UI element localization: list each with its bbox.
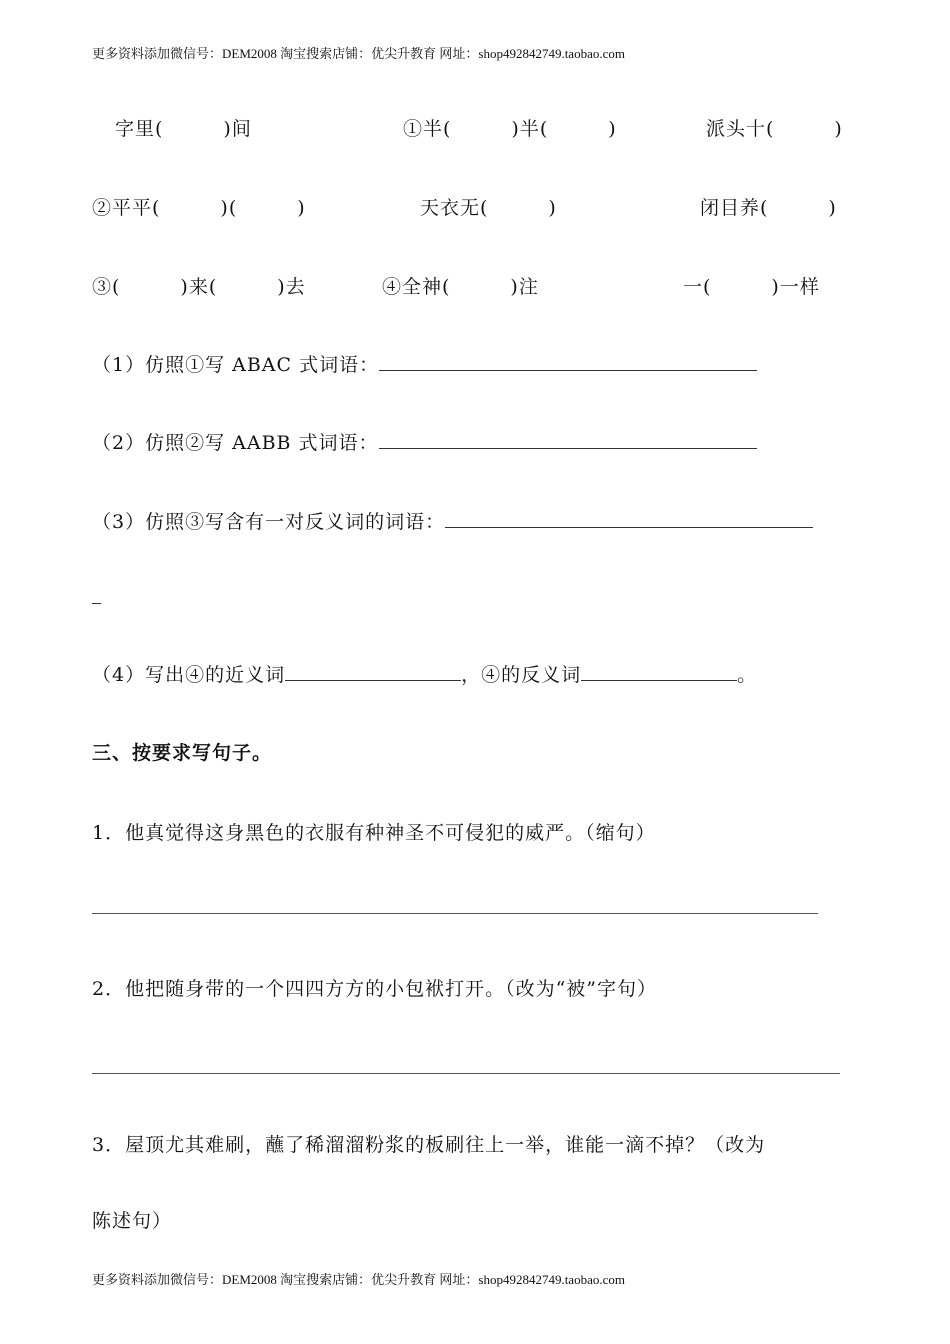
page-header: 更多资料添加微信号：DEM2008 淘宝搜索店铺：优尖升教育 网址：shop492842749.taobao.com xyxy=(92,46,625,61)
question-3-continued: 陈述句） xyxy=(92,1210,173,1232)
idiom-1-3: 派头十( ) xyxy=(706,118,843,140)
idiom-2-2: 天衣无( ) xyxy=(420,197,557,219)
task-4-antonym-label: ，④的反义词 xyxy=(461,664,582,686)
idiom-2-3: 闭目养( ) xyxy=(700,197,837,219)
section-3-title: 三、按要求写句子。 xyxy=(92,742,273,764)
task-3 xyxy=(92,507,813,534)
task-1-answer-blank[interactable] xyxy=(379,352,757,371)
idiom-1-1: 字里( )间 xyxy=(115,118,252,140)
task-4 xyxy=(92,660,757,687)
task-4-period: 。 xyxy=(737,664,758,686)
task-1-label: （1）仿照①写 ABAC 式词语： xyxy=(92,354,380,376)
task-2-answer-blank[interactable] xyxy=(379,430,757,449)
task-3-label: （3）仿照③写含有一对反义词的词语： xyxy=(92,511,446,533)
question-3: 3．屋顶尤其难刷，蘸了稀溜溜粉浆的板刷往上一举，谁能一滴不掉？（改为 xyxy=(92,1134,766,1156)
task-4-antonym-blank[interactable] xyxy=(581,662,737,681)
idiom-1-2: ①半( )半( ) xyxy=(403,118,617,140)
question-1: 1．他真觉得这身黑色的衣服有种神圣不可侵犯的威严。（缩句） xyxy=(92,822,656,844)
question-2-answer-line[interactable] xyxy=(92,1073,840,1074)
page-footer: 更多资料添加微信号：DEM2008 淘宝搜索店铺：优尖升教育 网址：shop492842749.taobao.com xyxy=(92,1272,625,1287)
idiom-3-1: ③( )来( )去 xyxy=(92,276,306,298)
task-2-label: （2）仿照②写 AABB 式词语： xyxy=(92,432,379,454)
task-3-answer-blank[interactable] xyxy=(445,509,813,528)
question-1-answer-line[interactable] xyxy=(92,913,818,914)
idiom-3-2: ④全神( )注 xyxy=(382,276,539,298)
task-1 xyxy=(92,350,757,377)
task-4-synonym-blank[interactable] xyxy=(285,662,461,681)
idiom-3-3: 一( )一样 xyxy=(683,276,820,298)
question-2: 2．他把随身带的一个四四方方的小包袱打开。（改为“被”字句） xyxy=(92,978,658,1000)
idiom-2-1: ②平平( )( ) xyxy=(92,197,306,219)
task-4-label: （4）写出④的近义词 xyxy=(92,664,286,686)
task-2 xyxy=(92,428,757,455)
task-3-answer-continuation[interactable] xyxy=(92,603,101,604)
